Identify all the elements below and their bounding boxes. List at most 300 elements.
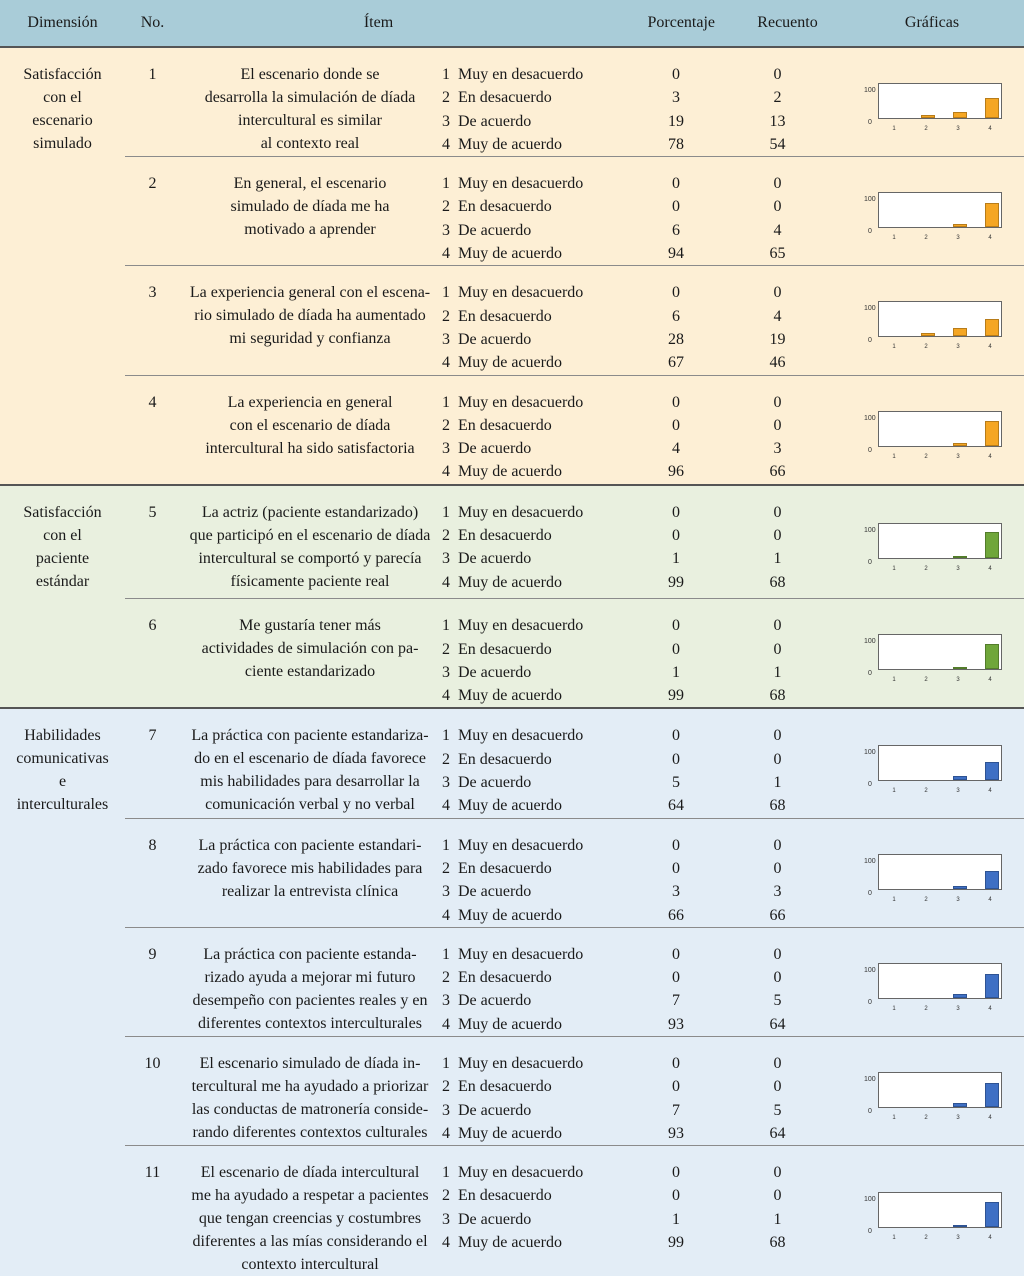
option-label: 2 En desacuerdo (442, 198, 552, 216)
response-options (442, 266, 637, 375)
percent-value: 0 (672, 836, 681, 854)
count-value: 4 (773, 307, 782, 325)
count-value: 0 (773, 727, 782, 745)
x-axis-label: 1 (892, 235, 896, 242)
dimension-cell: Satisfacción con el paciente estándar (0, 485, 125, 709)
chart-plot-area (878, 634, 1002, 670)
percent-value: 6 (672, 307, 681, 325)
y-axis-min-label: 0 (868, 998, 872, 1006)
count-values (715, 927, 840, 1036)
count-value: 13 (769, 112, 786, 130)
count-value: 0 (773, 1078, 782, 1096)
bar-chart (864, 519, 1004, 572)
item-number: 11 (125, 1146, 180, 1276)
x-axis-label: 3 (956, 896, 960, 903)
table-row (0, 157, 1024, 266)
chart-bar (985, 532, 999, 558)
option-label: 2 En desacuerdo (442, 859, 552, 877)
percent-value: 0 (672, 750, 681, 768)
percent-value: 0 (672, 66, 681, 83)
x-axis-label: 4 (988, 787, 992, 794)
percent-value: 1 (672, 550, 681, 568)
table-row (0, 375, 1024, 485)
table-row (0, 818, 1024, 927)
y-axis-max-label: 100 (864, 1076, 876, 1084)
table-row (0, 927, 1024, 1036)
percent-value: 67 (668, 354, 685, 372)
table-row (0, 47, 1024, 157)
percent-value: 0 (672, 640, 681, 658)
response-options (442, 818, 637, 927)
response-options (442, 485, 637, 599)
chart-cell (840, 47, 1024, 157)
x-axis-label: 4 (988, 1115, 992, 1122)
y-axis-max-label: 100 (864, 305, 876, 313)
bar-chart (864, 188, 1004, 242)
item-text: La experiencia general con el escena- rio simulado de díada ha aumentado mi seguridad y confianza (180, 266, 442, 375)
x-axis-label: 1 (892, 566, 896, 572)
percent-value: 0 (672, 527, 681, 545)
count-value: 0 (773, 640, 782, 658)
count-value: 66 (769, 463, 786, 481)
y-axis-max-label: 100 (864, 638, 876, 646)
count-value: 68 (769, 687, 786, 705)
x-axis-label: 3 (956, 566, 960, 572)
chart-cell (840, 375, 1024, 485)
y-axis-max-label: 100 (864, 748, 876, 756)
chart-cell (840, 266, 1024, 375)
table-row (0, 485, 1024, 599)
item-text: En general, el escenario simulado de díada me ha motivado a aprender (180, 157, 442, 266)
item-text: Me gustaría tener más actividades de simulación con pa- ciente estandarizado (180, 599, 442, 709)
x-axis-label: 3 (956, 1005, 960, 1012)
header-percent: Porcentaje (637, 0, 715, 47)
percent-values (637, 266, 715, 375)
option-label: 4 Muy de acuerdo (442, 687, 562, 705)
item-number: 9 (125, 927, 180, 1036)
x-axis-label: 2 (924, 1005, 928, 1012)
x-axis-label: 4 (988, 453, 992, 460)
count-value: 46 (769, 354, 786, 372)
percent-values (637, 599, 715, 709)
option-label: 3 De acuerdo (442, 112, 532, 130)
count-value: 0 (773, 1187, 782, 1205)
item-number: 7 (125, 708, 180, 818)
chart-cell (840, 1037, 1024, 1146)
x-axis-label: 1 (892, 1115, 896, 1122)
bar-chart (864, 1068, 1004, 1122)
chart-plot-area (878, 523, 1002, 559)
item-number: 8 (125, 818, 180, 927)
option-label: 2 En desacuerdo (442, 969, 552, 987)
response-options (442, 1037, 637, 1146)
x-axis-label: 2 (924, 126, 928, 133)
x-axis-label: 1 (892, 344, 896, 351)
bar-chart (864, 297, 1004, 351)
count-value: 64 (769, 1124, 786, 1142)
chart-plot-area (878, 411, 1002, 447)
bar-chart (864, 79, 1004, 133)
x-axis-label: 2 (924, 896, 928, 903)
x-axis-label: 4 (988, 1235, 992, 1242)
y-axis-min-label: 0 (868, 446, 872, 454)
item-text: La actriz (paciente estandarizado) que participó en el escenario de díada intercultural se comportó y parecía físicamente paciente real (180, 485, 442, 599)
y-axis-max-label: 100 (864, 527, 876, 534)
percent-value: 66 (668, 906, 685, 924)
chart-bar (985, 1202, 999, 1228)
percent-value: 6 (672, 221, 681, 239)
x-axis-label: 4 (988, 896, 992, 903)
percent-value: 5 (672, 774, 681, 792)
chart-bar (985, 98, 999, 119)
x-axis-label: 3 (956, 235, 960, 242)
count-value: 0 (773, 945, 782, 963)
count-values (715, 485, 840, 599)
option-label: 3 De acuerdo (442, 440, 532, 458)
count-value: 1 (773, 1210, 782, 1228)
header-row (0, 0, 1024, 47)
x-axis-label: 1 (892, 1235, 896, 1242)
x-axis-label: 1 (892, 787, 896, 794)
bar-chart (864, 850, 1004, 903)
count-value: 3 (773, 883, 782, 901)
option-label: 3 De acuerdo (442, 663, 532, 681)
percent-values (637, 818, 715, 927)
x-axis-label: 4 (988, 566, 992, 572)
count-values (715, 266, 840, 375)
option-label: 4 Muy de acuerdo (442, 463, 562, 481)
table-row (0, 266, 1024, 375)
percent-value: 0 (672, 198, 681, 216)
option-label: 2 En desacuerdo (442, 527, 552, 545)
count-values (715, 375, 840, 485)
chart-bar (985, 421, 999, 446)
option-label: 2 En desacuerdo (442, 750, 552, 768)
option-label: 4 Muy de acuerdo (442, 354, 562, 372)
option-label: 3 De acuerdo (442, 550, 532, 568)
x-axis-label: 1 (892, 126, 896, 133)
chart-plot-area (878, 1192, 1002, 1228)
chart-plot-area (878, 745, 1002, 781)
bar-chart (864, 407, 1004, 460)
header-number: No. (125, 0, 180, 47)
count-value: 65 (769, 245, 786, 263)
option-label: 1 Muy en desacuerdo (442, 175, 584, 193)
count-value: 3 (773, 440, 782, 458)
table-row (0, 708, 1024, 818)
percent-value: 78 (668, 135, 685, 153)
percent-value: 93 (668, 1015, 685, 1033)
count-values (715, 157, 840, 266)
x-axis-label: 2 (924, 1235, 928, 1242)
count-value: 1 (773, 663, 782, 681)
percent-value: 0 (672, 284, 681, 302)
chart-cell (840, 1146, 1024, 1276)
count-value: 68 (769, 797, 786, 815)
item-text: La experiencia en general con el escenario de díada intercultural ha sido satisfactoria (180, 375, 442, 485)
count-value: 0 (773, 284, 782, 302)
item-number: 5 (125, 485, 180, 599)
count-values (715, 1146, 840, 1276)
count-value: 68 (769, 573, 786, 591)
option-label: 2 En desacuerdo (442, 416, 552, 434)
percent-values (637, 47, 715, 157)
option-label: 4 Muy de acuerdo (442, 245, 562, 263)
y-axis-max-label: 100 (864, 966, 876, 974)
option-label: 1 Muy en desacuerdo (442, 836, 584, 854)
percent-value: 99 (668, 687, 685, 705)
y-axis-max-label: 100 (864, 196, 876, 204)
y-axis-min-label: 0 (868, 559, 872, 566)
item-number: 2 (125, 157, 180, 266)
y-axis-max-label: 100 (864, 87, 876, 95)
option-label: 4 Muy de acuerdo (442, 906, 562, 924)
item-number: 6 (125, 599, 180, 709)
chart-plot-area (878, 1072, 1002, 1108)
table-row (0, 1037, 1024, 1146)
header-item: Ítem (180, 0, 637, 47)
x-axis-label: 3 (956, 344, 960, 351)
percent-value: 0 (672, 1187, 681, 1205)
count-value: 2 (773, 89, 782, 107)
percent-value: 7 (672, 1101, 681, 1119)
percent-value: 0 (672, 945, 681, 963)
x-axis-label: 3 (956, 1235, 960, 1242)
percent-value: 0 (672, 1164, 681, 1182)
x-axis-label: 4 (988, 235, 992, 242)
option-label: 4 Muy de acuerdo (442, 1234, 562, 1252)
x-axis-label: 3 (956, 787, 960, 794)
percent-value: 64 (668, 797, 685, 815)
chart-bar (985, 1083, 999, 1107)
x-axis-label: 2 (924, 235, 928, 242)
response-options (442, 47, 637, 157)
percent-values (637, 927, 715, 1036)
count-value: 0 (773, 1055, 782, 1072)
option-label: 3 De acuerdo (442, 221, 532, 239)
chart-bar (985, 203, 999, 227)
count-value: 0 (773, 393, 782, 411)
count-value: 0 (773, 836, 782, 854)
count-value: 64 (769, 1015, 786, 1033)
chart-plot-area (878, 83, 1002, 119)
count-value: 0 (773, 527, 782, 545)
x-axis-label: 2 (924, 787, 928, 794)
chart-cell (840, 485, 1024, 599)
y-axis-min-label: 0 (868, 119, 872, 127)
header-charts: Gráficas (840, 0, 1024, 47)
percent-value: 7 (672, 992, 681, 1010)
dimension-cell: Satisfacción con el escenario simulado (0, 47, 125, 485)
percent-values (637, 485, 715, 599)
percent-value: 1 (672, 663, 681, 681)
option-label: 1 Muy en desacuerdo (442, 284, 584, 302)
count-value: 0 (773, 66, 782, 83)
x-axis-label: 3 (956, 1115, 960, 1122)
x-axis-label: 4 (988, 126, 992, 133)
option-label: 1 Muy en desacuerdo (442, 1164, 584, 1182)
item-text: La práctica con paciente estandariza- do en el escenario de díada favorece mis habilidades para desarrollar la comunicación verbal y no verbal (180, 708, 442, 818)
count-value: 0 (773, 1164, 782, 1182)
count-value: 54 (769, 135, 786, 153)
option-label: 2 En desacuerdo (442, 89, 552, 107)
response-options (442, 708, 637, 818)
y-axis-min-label: 0 (868, 780, 872, 788)
percent-value: 0 (672, 1078, 681, 1096)
response-options (442, 375, 637, 485)
bar-chart (864, 630, 1004, 684)
count-value: 4 (773, 221, 782, 239)
option-label: 1 Muy en desacuerdo (442, 945, 584, 963)
response-options (442, 1146, 637, 1276)
percent-value: 0 (672, 617, 681, 635)
chart-bar (953, 328, 967, 337)
y-axis-max-label: 100 (864, 857, 876, 865)
count-value: 0 (773, 198, 782, 216)
percent-value: 1 (672, 1210, 681, 1228)
count-values (715, 1037, 840, 1146)
x-axis-label: 2 (924, 1115, 928, 1122)
option-label: 1 Muy en desacuerdo (442, 1055, 584, 1072)
response-options (442, 599, 637, 709)
chart-cell (840, 157, 1024, 266)
percent-value: 3 (672, 89, 681, 107)
chart-bar (985, 762, 999, 779)
chart-bar (985, 974, 999, 998)
count-values (715, 47, 840, 157)
chart-cell (840, 599, 1024, 709)
chart-plot-area (878, 963, 1002, 999)
percent-value: 93 (668, 1124, 685, 1142)
option-label: 2 En desacuerdo (442, 307, 552, 325)
chart-bar (985, 319, 999, 337)
x-axis-label: 1 (892, 896, 896, 903)
chart-bar (985, 644, 999, 670)
x-axis-label: 2 (924, 677, 928, 684)
count-value: 66 (769, 906, 786, 924)
percent-value: 0 (672, 503, 681, 521)
item-number: 4 (125, 375, 180, 485)
percent-values (637, 708, 715, 818)
count-values (715, 708, 840, 818)
percent-values (637, 375, 715, 485)
count-value: 5 (773, 992, 782, 1010)
chart-cell (840, 708, 1024, 818)
count-value: 0 (773, 175, 782, 193)
item-text: El escenario simulado de díada in- tercultural me ha ayudado a priorizar las conductas de matronería conside- rando diferentes contextos culturales (180, 1037, 442, 1146)
x-axis-label: 2 (924, 566, 928, 572)
count-value: 0 (773, 859, 782, 877)
item-number: 10 (125, 1037, 180, 1146)
option-label: 3 De acuerdo (442, 1101, 532, 1119)
count-value: 5 (773, 1101, 782, 1119)
x-axis-label: 2 (924, 344, 928, 351)
percent-value: 0 (672, 859, 681, 877)
count-value: 0 (773, 416, 782, 434)
option-label: 4 Muy de acuerdo (442, 1124, 562, 1142)
option-label: 1 Muy en desacuerdo (442, 503, 584, 521)
count-values (715, 818, 840, 927)
count-value: 19 (769, 330, 786, 348)
percent-values (637, 1037, 715, 1146)
y-axis-min-label: 0 (868, 889, 872, 897)
percent-value: 28 (668, 330, 685, 348)
chart-plot-area (878, 854, 1002, 890)
dimension-cell: Habilidades comunicativas e interculturales (0, 708, 125, 1276)
option-label: 1 Muy en desacuerdo (442, 393, 584, 411)
x-axis-label: 3 (956, 677, 960, 684)
percent-value: 3 (672, 883, 681, 901)
table-row (0, 599, 1024, 709)
x-axis-label: 4 (988, 677, 992, 684)
option-label: 3 De acuerdo (442, 1210, 532, 1228)
percent-value: 19 (668, 112, 685, 130)
option-label: 3 De acuerdo (442, 883, 532, 901)
x-axis-label: 1 (892, 677, 896, 684)
chart-cell (840, 818, 1024, 927)
x-axis-label: 3 (956, 453, 960, 460)
option-label: 4 Muy de acuerdo (442, 573, 562, 591)
header-count: Recuento (715, 0, 840, 47)
x-axis-label: 4 (988, 344, 992, 351)
y-axis-min-label: 0 (868, 1108, 872, 1116)
count-value: 1 (773, 550, 782, 568)
percent-values (637, 157, 715, 266)
percent-value: 94 (668, 245, 685, 263)
y-axis-max-label: 100 (864, 1196, 876, 1204)
chart-bar (985, 871, 999, 889)
option-label: 3 De acuerdo (442, 330, 532, 348)
item-number: 3 (125, 266, 180, 375)
count-value: 0 (773, 617, 782, 635)
percent-value: 0 (672, 175, 681, 193)
option-label: 1 Muy en desacuerdo (442, 617, 584, 635)
item-text: La práctica con paciente estanda- rizado ayuda a mejorar mi futuro desempeño con pacientes reales y en diferentes contextos interculturales (180, 927, 442, 1036)
item-number: 1 (125, 47, 180, 157)
item-text: La práctica con paciente estandari- zado favorece mis habilidades para realizar la entrevista clínica (180, 818, 442, 927)
option-label: 1 Muy en desacuerdo (442, 727, 584, 745)
count-value: 0 (773, 969, 782, 987)
percent-value: 0 (672, 1055, 681, 1072)
chart-plot-area (878, 192, 1002, 228)
count-value: 68 (769, 1234, 786, 1252)
percent-value: 99 (668, 573, 685, 591)
response-options (442, 927, 637, 1036)
response-options (442, 157, 637, 266)
item-text: El escenario donde se desarrolla la simulación de díada intercultural es similar al contexto real (180, 47, 442, 157)
count-value: 1 (773, 774, 782, 792)
header-dimension: Dimensión (0, 0, 125, 47)
y-axis-min-label: 0 (868, 337, 872, 345)
x-axis-label: 3 (956, 126, 960, 133)
y-axis-min-label: 0 (868, 670, 872, 678)
bar-chart (864, 741, 1004, 794)
bar-chart (864, 1188, 1004, 1242)
option-label: 4 Muy de acuerdo (442, 797, 562, 815)
y-axis-min-label: 0 (868, 1228, 872, 1236)
chart-cell (840, 927, 1024, 1036)
percent-value: 0 (672, 727, 681, 745)
table-row (0, 1146, 1024, 1276)
count-values (715, 599, 840, 709)
option-label: 1 Muy en desacuerdo (442, 66, 584, 83)
x-axis-label: 1 (892, 453, 896, 460)
option-label: 2 En desacuerdo (442, 640, 552, 658)
table-body (0, 47, 1024, 1276)
option-label: 4 Muy de acuerdo (442, 1015, 562, 1033)
x-axis-label: 1 (892, 1005, 896, 1012)
option-label: 3 De acuerdo (442, 992, 532, 1010)
